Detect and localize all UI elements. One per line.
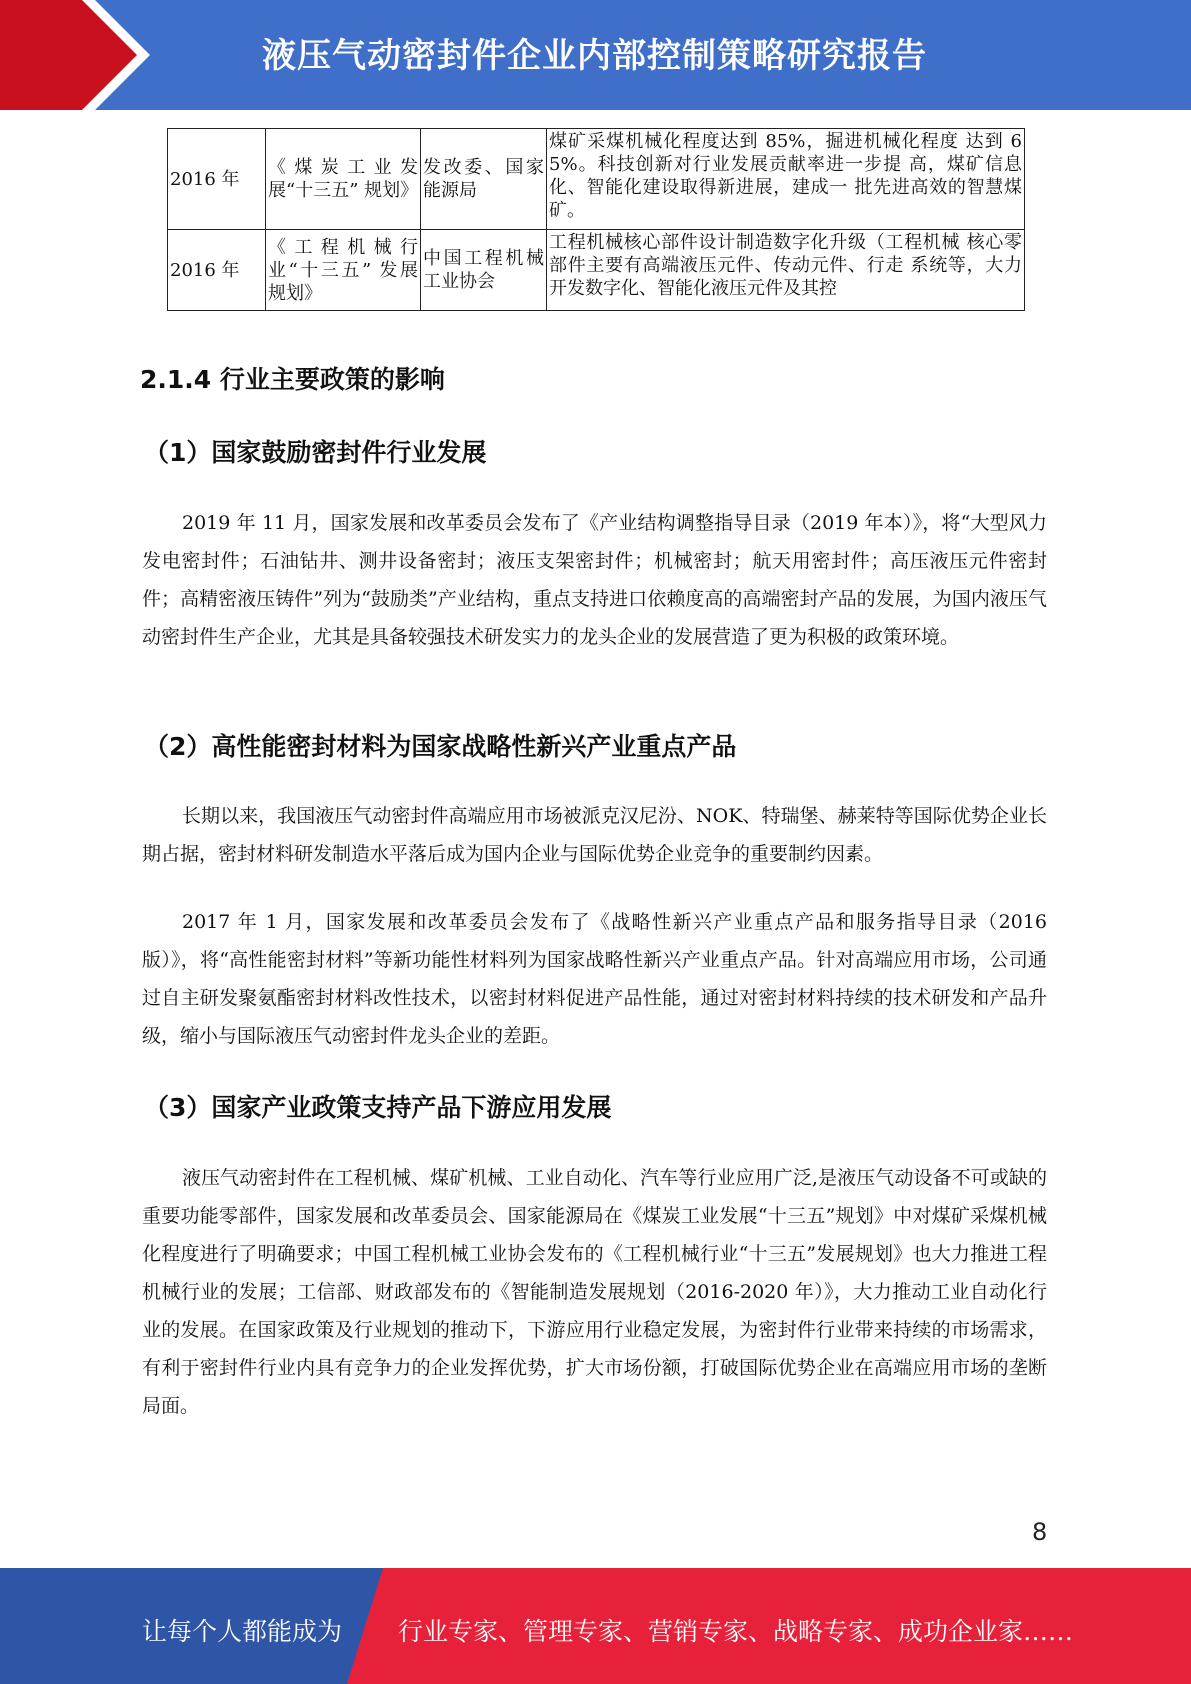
year-cell: 2016 年 — [168, 230, 266, 311]
page-number: 8 — [1032, 1518, 1048, 1546]
table-row — [168, 230, 1025, 311]
issuer-cell: 发改委、国家能源局 — [421, 129, 547, 230]
paragraph: 长期以来，我国液压气动密封件高端应用市场被派克汉尼汾、NOK、特瑞堡、赫莱特等国际优势企业长期占据，密封材料研发制造水平落后成为国内企业与国际优势企业竞争的重要制约因素。 — [142, 805, 1047, 865]
document-cell: 《工程机械行 业“十三五” 发展规划》 — [266, 230, 421, 311]
content-cell: 煤矿采煤机械化程度达到 85%，掘进机械化程度 达到 65%。科技创新对行业发展贡献率进一步提 高，煤矿信息化、智能化建设取得新进展，建成一 批先进高效的智慧煤矿。 — [547, 129, 1025, 230]
document-cell: 《煤炭工业发 展“十三五” 规划》 — [266, 129, 421, 230]
section-heading: 2.1.4 行业主要政策的影响 — [140, 365, 445, 394]
page-footer — [0, 1568, 1191, 1684]
header-red-arrow-decoration — [0, 0, 150, 110]
item-heading-3: （3）国家产业政策支持产品下游应用发展 — [144, 1093, 612, 1122]
policy-table — [167, 128, 1025, 311]
item-heading-1: （1）国家鼓励密封件行业发展 — [144, 438, 487, 467]
item-heading-2: （2）高性能密封材料为国家战略性新兴产业重点产品 — [144, 732, 737, 761]
year-cell: 2016 年 — [168, 129, 266, 230]
table-row — [168, 129, 1025, 230]
footer-slogan-right: 行业专家、管理专家、营销专家、战略专家、成功企业家…… — [398, 1617, 1074, 1646]
content-cell: 工程机械核心部件设计制造数字化升级（工程机械 核心零部件主要有高端液压元件、传动元件、行走 系统等，大力开发数字化、智能化液压元件及其控 — [547, 230, 1025, 311]
issuer-cell: 中国工程机械工业协会 — [421, 230, 547, 311]
paragraph: 2017 年 1 月，国家发展和改革委员会发布了《战略性新兴产业重点产品和服务指导目录（2016 版）》，将“高性能密封材料”等新功能性材料列为国家战略性新兴产业重点产品。针对高端应用市场，公司通过自主研发聚氨酯密封材料改性技术，以密封材料促进产品性能，通过对密封材料持续的技术研发和产品升级，缩小与国际液压气动密封件龙头企业的差距。 — [142, 911, 1047, 1047]
paragraph: 2019 年 11 月，国家发展和改革委员会发布了《产业结构调整指导目录（2019 年本）》，将“大型风力发电密封件；石油钻井、测井设备密封；液压支架密封件；机械密封；航天用密封件；高压液压元件密封件；高精密液压铸件”列为“鼓励类”产业结构，重点支持进口依赖度高的高端密封产品的发展，为国内液压气动密封件生产企业，尤其是具备较强技术研发实力的龙头企业的发展营造了更为积极的政策环境。 — [142, 512, 1047, 648]
paragraph: 液压气动密封件在工程机械、煤矿机械、工业自动化、汽车等行业应用广泛,是液压气动设备不可或缺的重要功能零部件，国家发展和改革委员会、国家能源局在《煤炭工业发展“十三五”规划》中对煤矿采煤机械化程度进行了明确要求；中国工程机械工业协会发布的《工程机械行业“十三五”发展规划》也大力推进工程机械行业的发展；工信部、财政部发布的《智能制造发展规划（2016-2020 年）》，大力推动工业自动化行业的发展。在国家政策及行业规划的推动下，下游应用行业稳定发展，为密封件行业带来持续的市场需求，有利于密封件行业内具有竞争力的企业发挥优势，扩大市场份额，打破国际优势企业在高端应用市场的垄断局面。 — [142, 1167, 1047, 1417]
footer-slogan-left: 让每个人都能成为 — [142, 1617, 343, 1646]
page-header — [0, 0, 1191, 110]
report-title: 液压气动密封件企业内部控制策略研究报告 — [262, 36, 927, 76]
